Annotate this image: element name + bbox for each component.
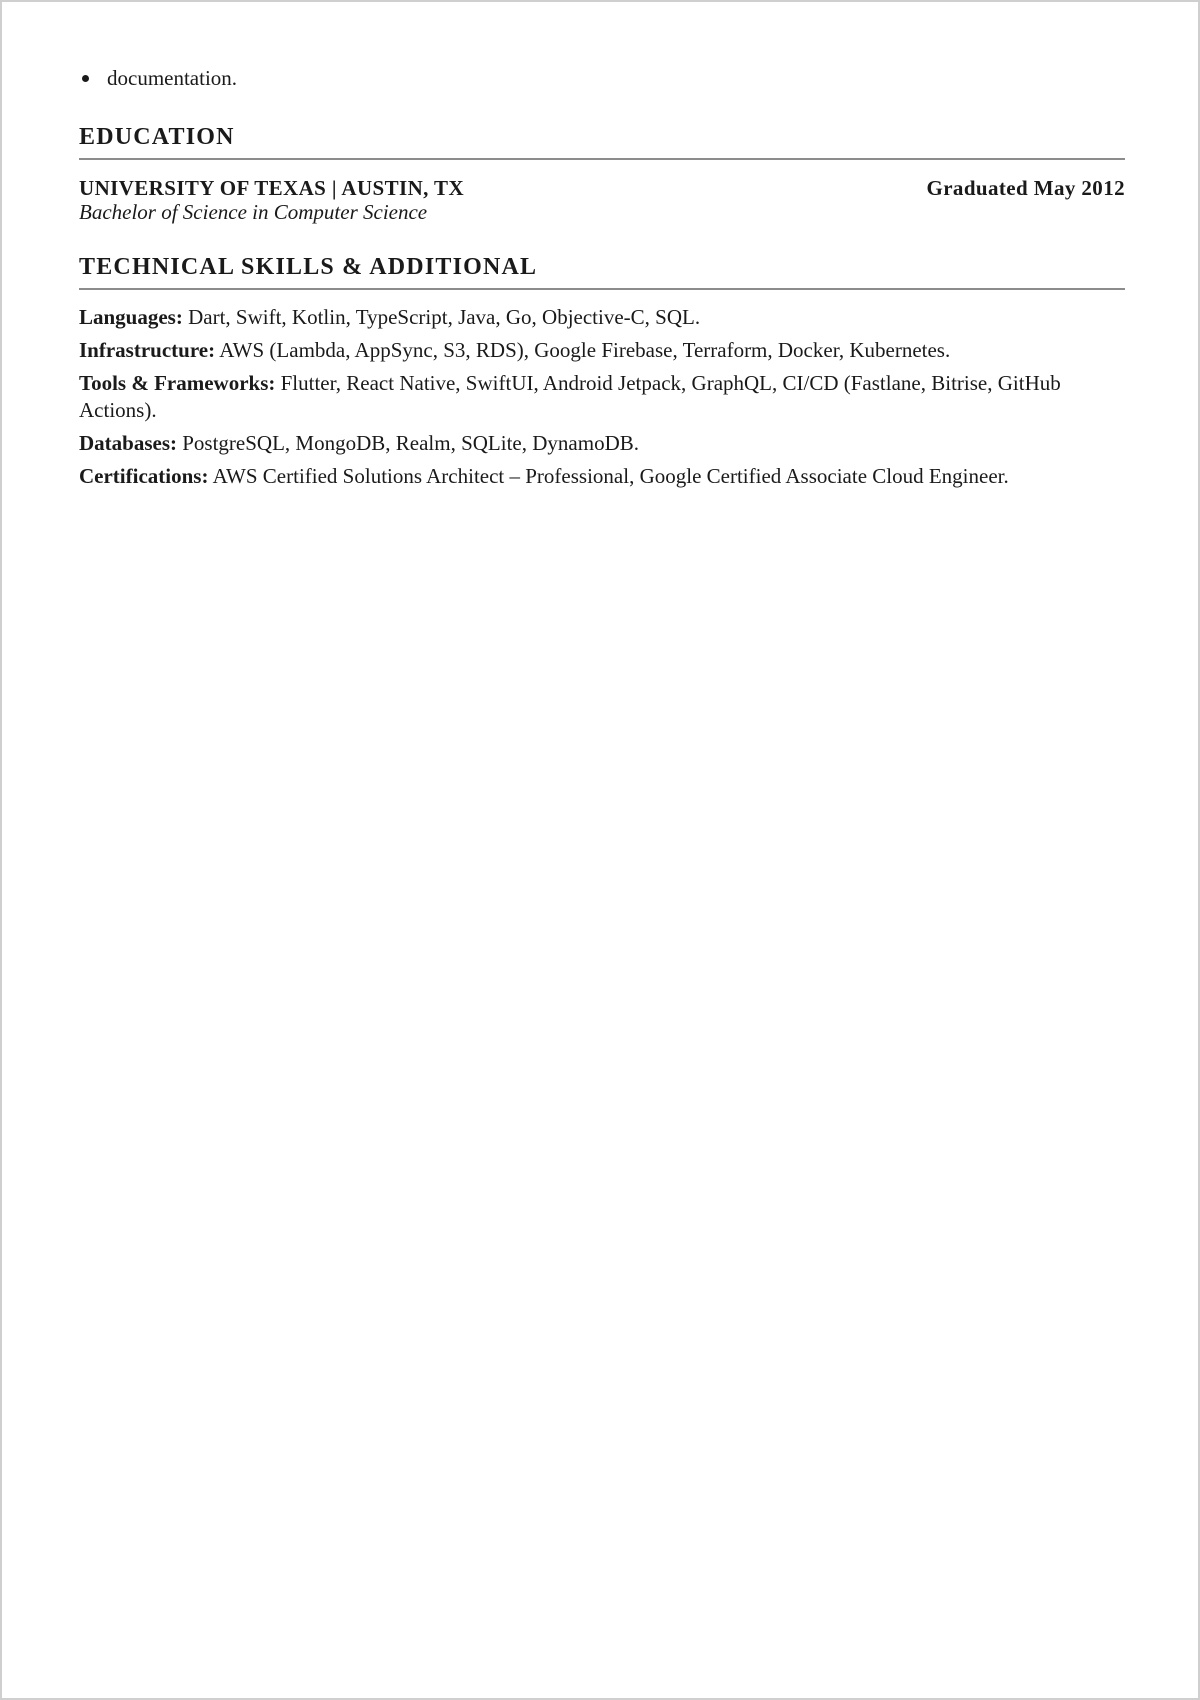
skill-line-certifications [79,463,1125,490]
education-entry [79,176,1125,224]
skill-line-infrastructure [79,337,1125,364]
degree-title: Bachelor of Science in Computer Science [79,200,428,224]
bullet-dot-icon [82,75,89,82]
skills-list [79,304,1125,490]
education-section [79,122,1125,224]
skill-line-tools-frameworks [79,370,1125,424]
skill-label: Certifications: [79,464,209,488]
skill-label: Languages: [79,305,183,329]
skill-value: AWS (Lambda, AppSync, S3, RDS), Google Firebase, Terraform, Docker, Kubernetes. [219,338,951,362]
graduation-date: Graduated May 2012 [926,176,1125,200]
school-name: UNIVERSITY OF TEXAS | AUSTIN, TX [79,176,465,200]
skill-line-databases [79,430,1125,457]
bullet-text: documentation. [107,66,238,90]
section-heading-education: EDUCATION [79,122,1125,160]
skill-label: Tools & Frameworks: [79,371,276,395]
education-header-row [79,176,1125,200]
bullet-item [107,62,1125,94]
skill-value: Flutter, React Native, SwiftUI, Android Jetpack, GraphQL, CI/CD (Fastlane, Bitrise, GitHub Actions). [79,371,1061,422]
experience-bullet-list [79,62,1125,94]
skill-label: Infrastructure: [79,338,216,362]
skill-value: AWS Certified Solutions Architect – Professional, Google Certified Associate Cloud Engineer. [212,464,1009,488]
skill-value: Dart, Swift, Kotlin, TypeScript, Java, Go, Objective-C, SQL. [188,305,701,329]
section-heading-skills: TECHNICAL SKILLS & ADDITIONAL [79,252,1125,290]
resume-content [79,62,1125,496]
skill-value: PostgreSQL, MongoDB, Realm, SQLite, DynamoDB. [182,431,639,455]
skill-label: Databases: [79,431,177,455]
skill-line-languages [79,304,1125,331]
skills-section [79,252,1125,490]
